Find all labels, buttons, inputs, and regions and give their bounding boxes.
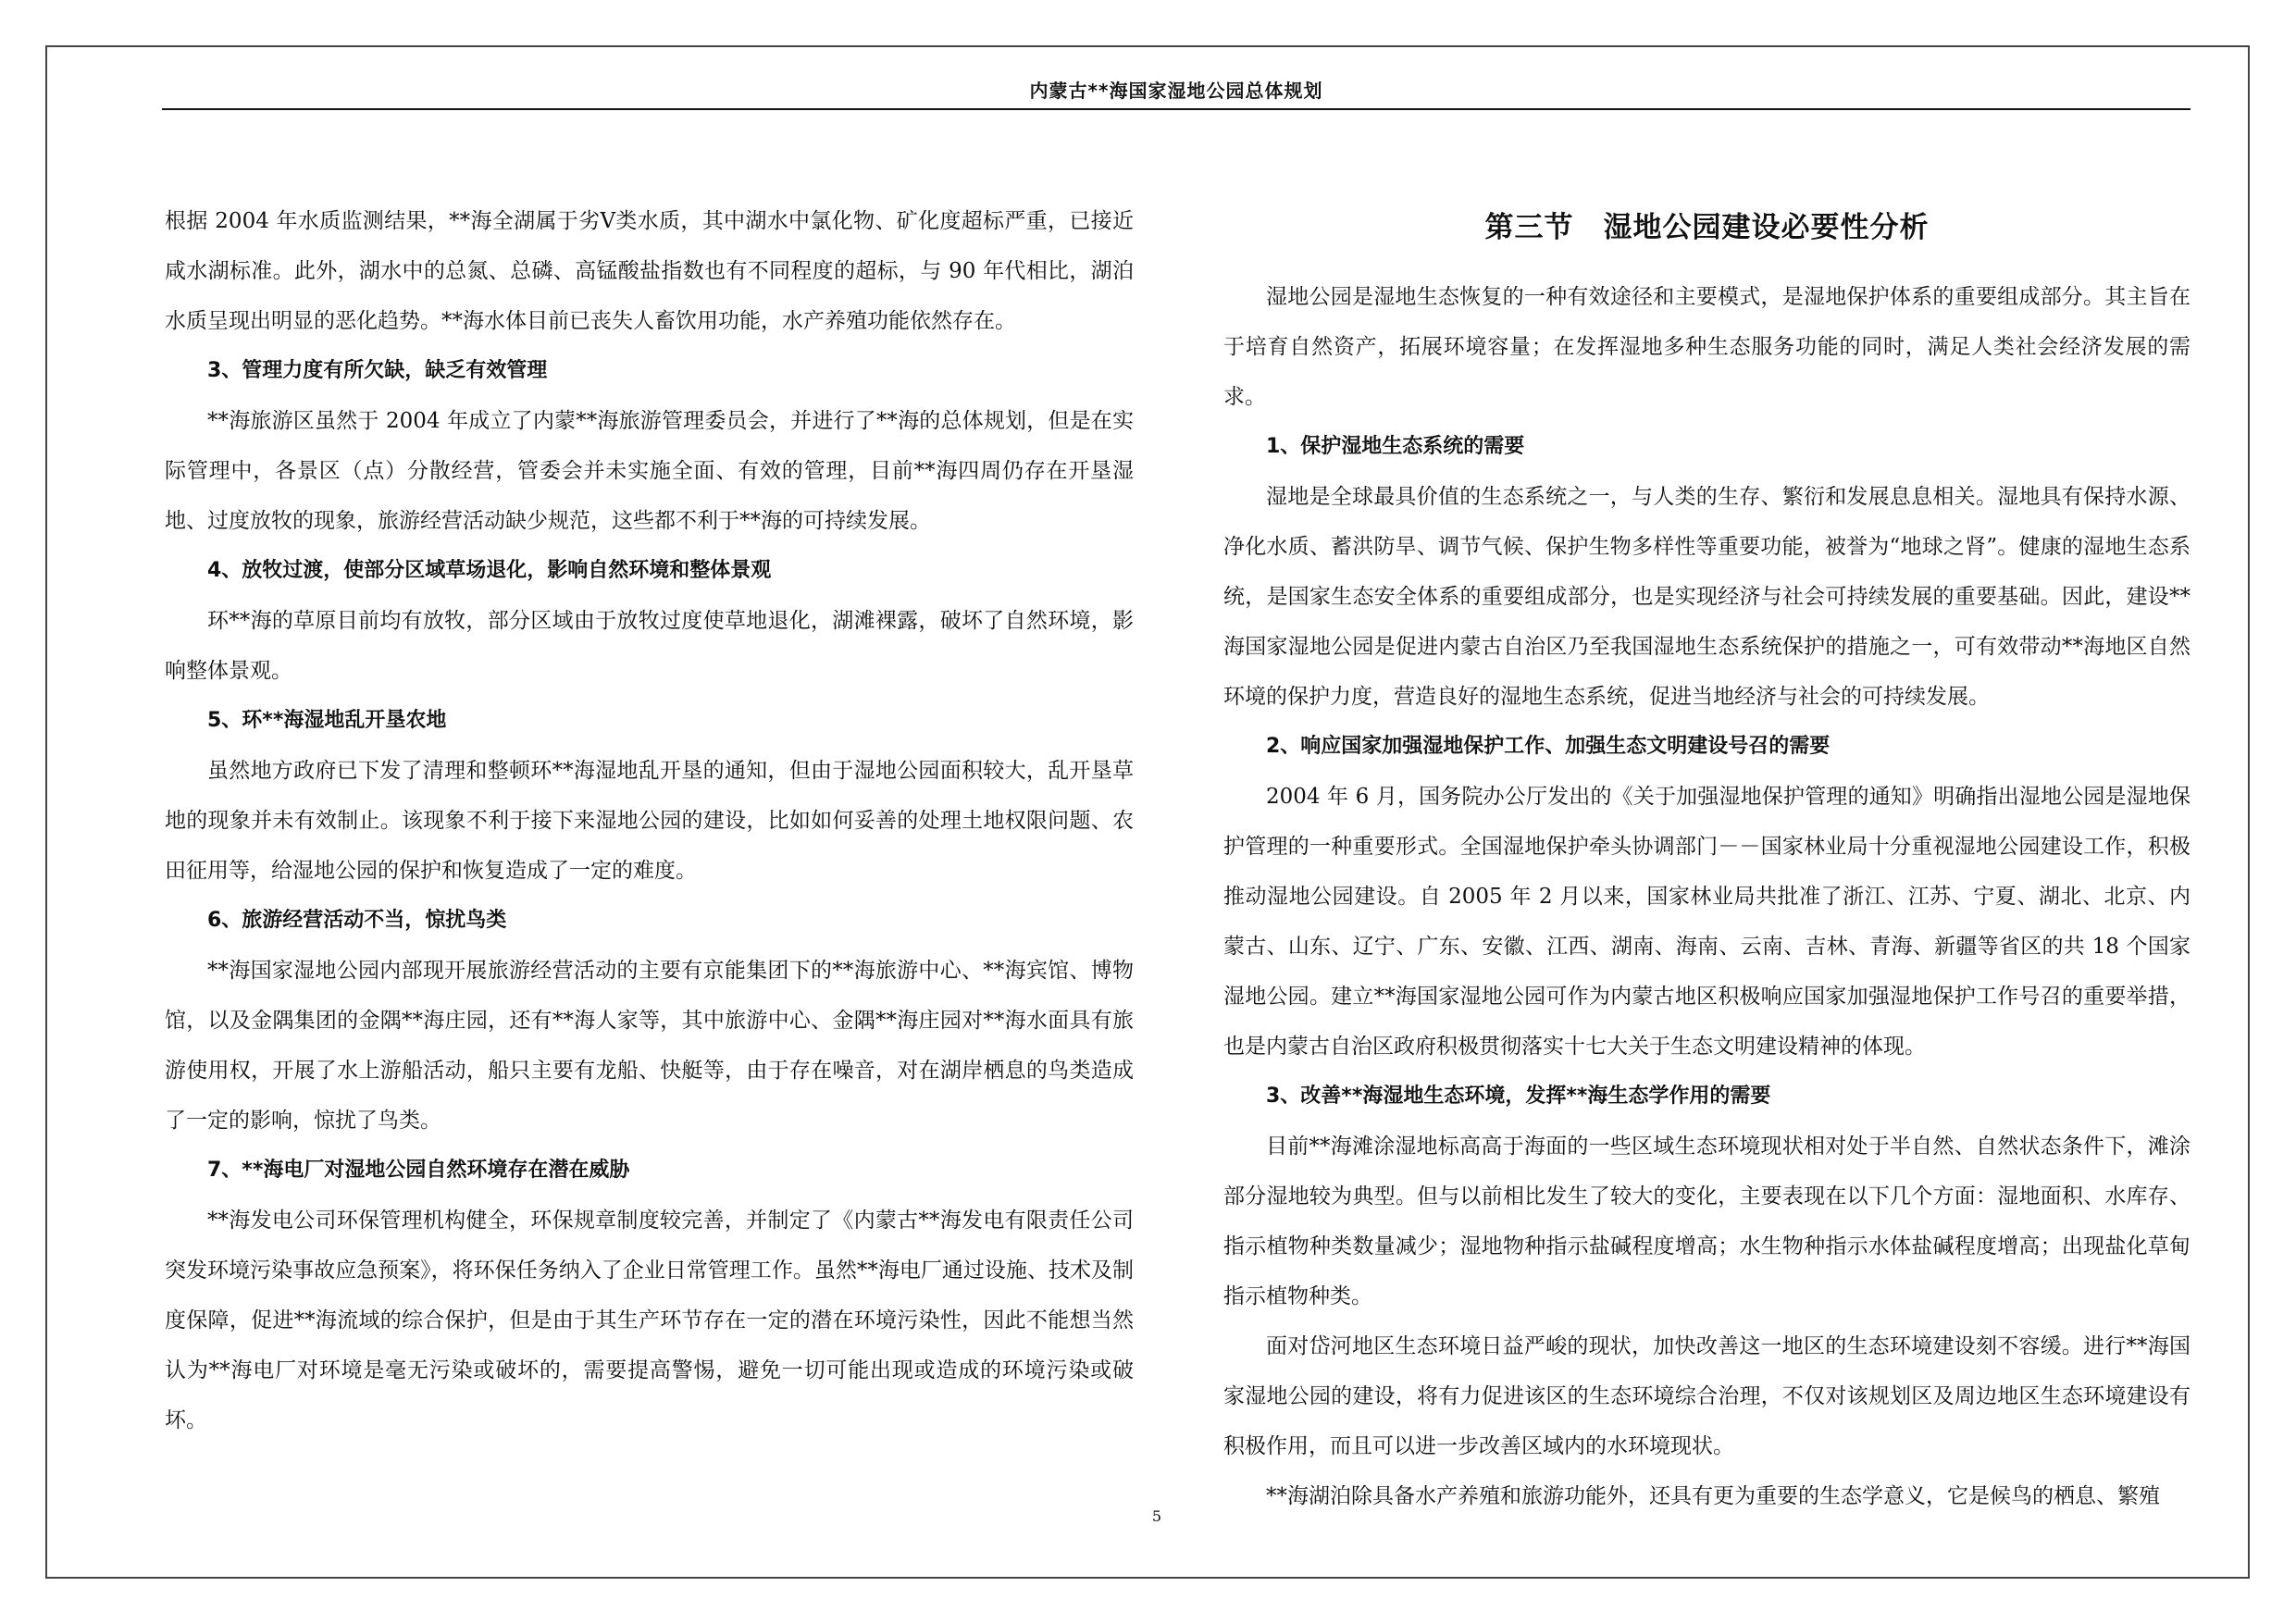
paragraph: 湿地公园是湿地生态恢复的一种有效途径和主要模式，是湿地保护体系的重要组成部分。其主旨在于培育自然资产，拓展环境容量；在发挥湿地多种生态服务功能的同时，满足人类社会经济发展的需求。 [1223, 285, 2191, 409]
subheading-reclamation: 5、环**海湿地乱开垦农地 [207, 709, 447, 732]
subheading-management: 3、管理力度有所欠缺，缺乏有效管理 [207, 359, 548, 382]
subheading-tourism: 6、旅游经营活动不当，惊扰鸟类 [207, 909, 507, 932]
subheading-ecosystem: 1、保护湿地生态系统的需要 [1266, 435, 1525, 458]
paragraph: **海旅游区虽然于 2004 年成立了内蒙**海旅游管理委员会，并进行了**海的总体规划，但是在实际管理中，各景区（点）分散经营，管委会并未实施全面、有效的管理，目前**海四周仍存在开垦湿地、过度放牧的现象，旅游经营活动缺少规范，这些都不利于**海的可持续发展。 [165, 409, 1134, 533]
running-header-title: 内蒙古**海国家湿地公园总体规划 [1029, 80, 1323, 102]
left-column [165, 196, 1134, 1445]
section-title: 第三节 湿地公园建设必要性分析 [1484, 211, 1930, 244]
paragraph-truncated: **海湖泊除具备水产养殖和旅游功能外，还具有更为重要的生态学意义，它是候鸟的栖息、繁殖 [1266, 1484, 2160, 1508]
paragraph: 湿地是全球最具价值的生态系统之一，与人类的生存、繁衍和发展息息相关。湿地具有保持水源、净化水质、蓄洪防旱、调节气候、保护生物多样性等重要功能，被誉为“地球之肾”。健康的湿地生态系统，是国家生态安全体系的重要组成部分，也是实现经济与社会可持续发展的重要基础。因此，建设**海国家湿地公园是促进内蒙古自治区乃至我国湿地生态系统保护的措施之一，可有效带动**海地区自然环境的保护力度，营造良好的湿地生态系统，促进当地经济与社会的可持续发展。 [1223, 485, 2191, 709]
page-number: 5 [1151, 1507, 1162, 1525]
paragraph: 目前**海滩涂湿地标高高于海面的一些区域生态环境现状相对处于半自然、自然状态条件下，滩涂部分湿地较为典型。但与以前相比发生了较大的变化，主要表现在以下几个方面：湿地面积、水库存、指示植物种类数量减少；湿地物种指示盐碱程度增高；水生物种指示水体盐碱程度增高；出现盐化草甸指示植物种类。 [1223, 1134, 2191, 1308]
header-rule [162, 108, 2191, 110]
subheading-improve-environment: 3、改善**海湿地生态环境，发挥**海生态学作用的需要 [1266, 1085, 1771, 1108]
paragraph: 2004 年 6 月，国务院办公厅发出的《关于加强湿地保护管理的通知》明确指出湿地公园是湿地保护管理的一种重要形式。全国湿地保护牵头协调部门－－国家林业局十分重视湿地公园建设工作，积极推动湿地公园建设。自 2005 年 2 月以来，国家林业局共批准了浙江、江苏、宁夏、湖北、北京、内蒙古、山东、辽宁、广东、安徽、江西、湖南、海南、云南、吉林、青海、新疆等省区的共 18 个国家湿地公园。建立**海国家湿地公园可作为内蒙古地区积极响应国家加强湿地保护工作号召的重要举措，也是内蒙古自治区政府积极贯彻落实十七大关于生态文明建设精神的体现。 [1223, 785, 2191, 1059]
paragraph: 环**海的草原目前均有放牧，部分区域由于放牧过度使草地退化，湖滩裸露，破坏了自然环境，影响整体景观。 [165, 609, 1134, 683]
right-column [1223, 202, 2191, 1521]
paragraph: 面对岱河地区生态环境日益严峻的现状，加快改善这一地区的生态环境建设刻不容缓。进行**海国家湿地公园的建设，将有力促进该区的生态环境综合治理，不仅对该规划区及周边地区生态环境建设有积极作用，而且可以进一步改善区域内的水环境现状。 [1223, 1334, 2191, 1458]
paragraph: 虽然地方政府已下发了清理和整顿环**海湿地乱开垦的通知，但由于湿地公园面积较大，乱开垦草地的现象并未有效制止。该现象不利于接下来湿地公园的建设，比如如何妥善的处理土地权限问题、农田征用等，给湿地公园的保护和恢复造成了一定的难度。 [165, 759, 1134, 883]
paragraph-continued: 根据 2004 年水质监测结果，**海全湖属于劣Ⅴ类水质，其中湖水中氯化物、矿化度超标严重，已接近咸水湖标准。此外，湖水中的总氮、总磷、高锰酸盐指数也有不同程度的超标，与 90 年代相比，湖泊水质呈现出明显的恶化趋势。**海水体目前已丧失人畜饮用功能，水产养殖功能依然存在。 [165, 209, 1134, 333]
subheading-overgrazing: 4、放牧过渡，使部分区域草场退化，影响自然环境和整体景观 [207, 559, 772, 582]
subheading-national-call: 2、响应国家加强湿地保护工作、加强生态文明建设号召的需要 [1266, 735, 1831, 758]
paragraph: **海国家湿地公园内部现开展旅游经营活动的主要有京能集团下的**海旅游中心、**海宾馆、博物馆，以及金隅集团的金隅**海庄园，还有**海人家等，其中旅游中心、金隅**海庄园对**海水面具有旅游使用权，开展了水上游船活动，船只主要有龙船、快艇等，由于存在噪音，对在湖岸栖息的鸟类造成了一定的影响，惊扰了鸟类。 [165, 959, 1134, 1133]
subheading-power-plant: 7、**海电厂对湿地公园自然环境存在潜在威胁 [207, 1159, 630, 1182]
paragraph: **海发电公司环保管理机构健全，环保规章制度较完善，并制定了《内蒙古**海发电有限责任公司突发环境污染事故应急预案》，将环保任务纳入了企业日常管理工作。虽然**海电厂通过设施、技术及制度保障，促进**海流域的综合保护，但是由于其生产环节存在一定的潜在环境污染性，因此不能想当然认为**海电厂对环境是毫无污染或破坏的，需要提高警惕，避免一切可能出现或造成的环境污染或破坏。 [165, 1209, 1134, 1432]
